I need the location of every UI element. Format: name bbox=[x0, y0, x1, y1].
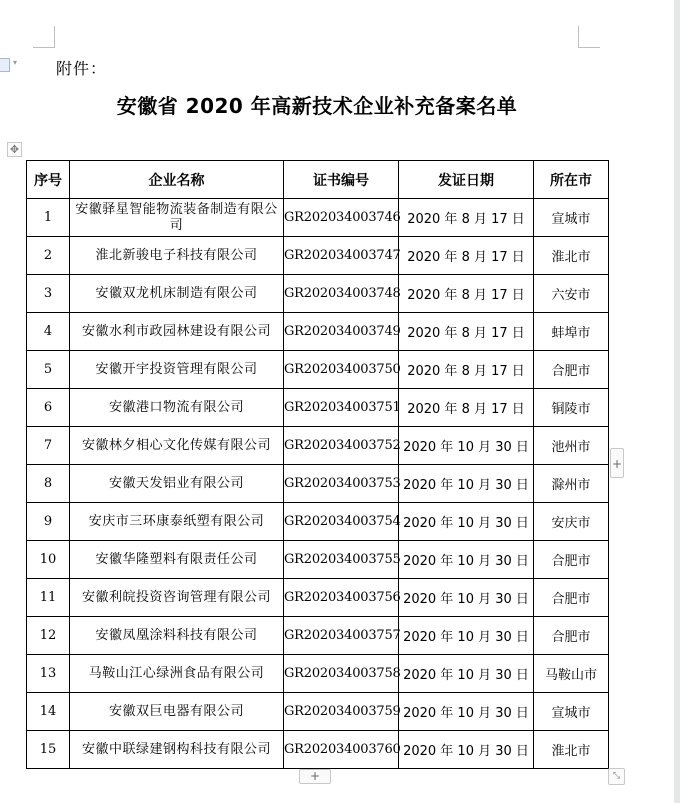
issue-date: 2020 年 10 月 30 日 bbox=[399, 503, 534, 541]
issue-date: 2020 年 10 月 30 日 bbox=[399, 655, 534, 693]
add-column-button[interactable]: + bbox=[610, 448, 624, 478]
row-index: 14 bbox=[27, 693, 70, 731]
row-index: 3 bbox=[27, 275, 70, 313]
header-issue-date: 发证日期 bbox=[399, 161, 534, 199]
table-resize-icon[interactable]: ⤡ bbox=[608, 768, 625, 785]
header-certificate-number: 证书编号 bbox=[284, 161, 399, 199]
city: 合肥市 bbox=[534, 351, 609, 389]
company-name: 安徽开宇投资管理有限公司 bbox=[70, 351, 284, 389]
row-index: 12 bbox=[27, 617, 70, 655]
city: 安庆市 bbox=[534, 503, 609, 541]
row-index: 11 bbox=[27, 579, 70, 617]
city: 淮北市 bbox=[534, 237, 609, 275]
issue-date: 2020 年 8 月 17 日 bbox=[399, 389, 534, 427]
table-row bbox=[27, 541, 609, 579]
company-name: 安徽天发铝业有限公司 bbox=[70, 465, 284, 503]
table-row bbox=[27, 465, 609, 503]
city: 六安市 bbox=[534, 275, 609, 313]
certificate-number: GR202034003750 bbox=[284, 351, 399, 389]
row-index: 2 bbox=[27, 237, 70, 275]
company-name: 安徽华隆塑料有限责任公司 bbox=[70, 541, 284, 579]
table-row bbox=[27, 427, 609, 465]
city: 蚌埠市 bbox=[534, 313, 609, 351]
company-name: 马鞍山江心绿洲食品有限公司 bbox=[70, 655, 284, 693]
certificate-number: GR202034003756 bbox=[284, 579, 399, 617]
paste-options-icon[interactable] bbox=[0, 58, 10, 72]
table-move-handle-icon[interactable]: ✥ bbox=[7, 142, 22, 157]
city: 合肥市 bbox=[534, 617, 609, 655]
certificate-number: GR202034003758 bbox=[284, 655, 399, 693]
city: 滁州市 bbox=[534, 465, 609, 503]
row-index: 9 bbox=[27, 503, 70, 541]
vertical-scrollbar[interactable] bbox=[674, 0, 680, 803]
row-index: 10 bbox=[27, 541, 70, 579]
table-row bbox=[27, 351, 609, 389]
company-name: 安徽利皖投资咨询管理有限公司 bbox=[70, 579, 284, 617]
row-index: 6 bbox=[27, 389, 70, 427]
company-name: 安庆市三环康泰纸塑有限公司 bbox=[70, 503, 284, 541]
add-row-button[interactable]: + bbox=[299, 769, 331, 784]
company-name: 淮北新骏电子科技有限公司 bbox=[70, 237, 284, 275]
city: 马鞍山市 bbox=[534, 655, 609, 693]
company-name: 安徽双龙机床制造有限公司 bbox=[70, 275, 284, 313]
header-city: 所在市 bbox=[534, 161, 609, 199]
city: 合肥市 bbox=[534, 541, 609, 579]
city: 淮北市 bbox=[534, 731, 609, 769]
certificate-number: GR202034003746 bbox=[284, 199, 399, 237]
certificate-number: GR202034003757 bbox=[284, 617, 399, 655]
table-row bbox=[27, 503, 609, 541]
issue-date: 2020 年 8 月 17 日 bbox=[399, 275, 534, 313]
city: 宣城市 bbox=[534, 693, 609, 731]
table-row bbox=[27, 389, 609, 427]
table-row bbox=[27, 693, 609, 731]
table-header-row bbox=[27, 161, 609, 199]
issue-date: 2020 年 10 月 30 日 bbox=[399, 427, 534, 465]
city: 合肥市 bbox=[534, 579, 609, 617]
certificate-number: GR202034003754 bbox=[284, 503, 399, 541]
table-row bbox=[27, 237, 609, 275]
certificate-number: GR202034003748 bbox=[284, 275, 399, 313]
issue-date: 2020 年 10 月 30 日 bbox=[399, 465, 534, 503]
certificate-number: GR202034003749 bbox=[284, 313, 399, 351]
city: 铜陵市 bbox=[534, 389, 609, 427]
row-index: 5 bbox=[27, 351, 70, 389]
issue-date: 2020 年 8 月 17 日 bbox=[399, 237, 534, 275]
company-name: 安徽双巨电器有限公司 bbox=[70, 693, 284, 731]
enterprise-table bbox=[26, 160, 609, 769]
certificate-number: GR202034003747 bbox=[284, 237, 399, 275]
attachment-label: 附件： bbox=[56, 59, 108, 78]
certificate-number: GR202034003753 bbox=[284, 465, 399, 503]
city: 宣城市 bbox=[534, 199, 609, 237]
company-name: 安徽中联绿建钢构科技有限公司 bbox=[70, 731, 284, 769]
certificate-number: GR202034003759 bbox=[284, 693, 399, 731]
header-index: 序号 bbox=[27, 161, 70, 199]
certificate-number: GR202034003755 bbox=[284, 541, 399, 579]
issue-date: 2020 年 8 月 17 日 bbox=[399, 313, 534, 351]
company-name: 安徽驿星智能物流装备制造有限公司 bbox=[70, 199, 284, 237]
row-index: 8 bbox=[27, 465, 70, 503]
certificate-number: GR202034003751 bbox=[284, 389, 399, 427]
row-index: 4 bbox=[27, 313, 70, 351]
row-index: 15 bbox=[27, 731, 70, 769]
certificate-number: GR202034003752 bbox=[284, 427, 399, 465]
table-row bbox=[27, 579, 609, 617]
table-row bbox=[27, 655, 609, 693]
table-row bbox=[27, 275, 609, 313]
company-name: 安徽港口物流有限公司 bbox=[70, 389, 284, 427]
issue-date: 2020 年 10 月 30 日 bbox=[399, 731, 534, 769]
certificate-number: GR202034003760 bbox=[284, 731, 399, 769]
issue-date: 2020 年 10 月 30 日 bbox=[399, 693, 534, 731]
row-index: 13 bbox=[27, 655, 70, 693]
issue-date: 2020 年 10 月 30 日 bbox=[399, 617, 534, 655]
issue-date: 2020 年 10 月 30 日 bbox=[399, 541, 534, 579]
city: 池州市 bbox=[534, 427, 609, 465]
table-row bbox=[27, 731, 609, 769]
header-company-name: 企业名称 bbox=[70, 161, 284, 199]
document-title: 安徽省 2020 年高新技术企业补充备案名单 bbox=[116, 94, 518, 118]
issue-date: 2020 年 10 月 30 日 bbox=[399, 579, 534, 617]
row-index: 7 bbox=[27, 427, 70, 465]
issue-date: 2020 年 8 月 17 日 bbox=[399, 199, 534, 237]
issue-date: 2020 年 8 月 17 日 bbox=[399, 351, 534, 389]
company-name: 安徽林夕相心文化传媒有限公司 bbox=[70, 427, 284, 465]
company-name: 安徽凤凰涂料科技有限公司 bbox=[70, 617, 284, 655]
paste-options-dropdown-icon[interactable]: ▾ bbox=[13, 58, 18, 67]
company-name: 安徽水利市政园林建设有限公司 bbox=[70, 313, 284, 351]
row-index: 1 bbox=[27, 199, 70, 237]
table-row bbox=[27, 617, 609, 655]
page-corner-mark-top-left bbox=[33, 26, 55, 48]
table-row bbox=[27, 199, 609, 237]
page-corner-mark-top-right bbox=[578, 26, 600, 48]
table-row bbox=[27, 313, 609, 351]
